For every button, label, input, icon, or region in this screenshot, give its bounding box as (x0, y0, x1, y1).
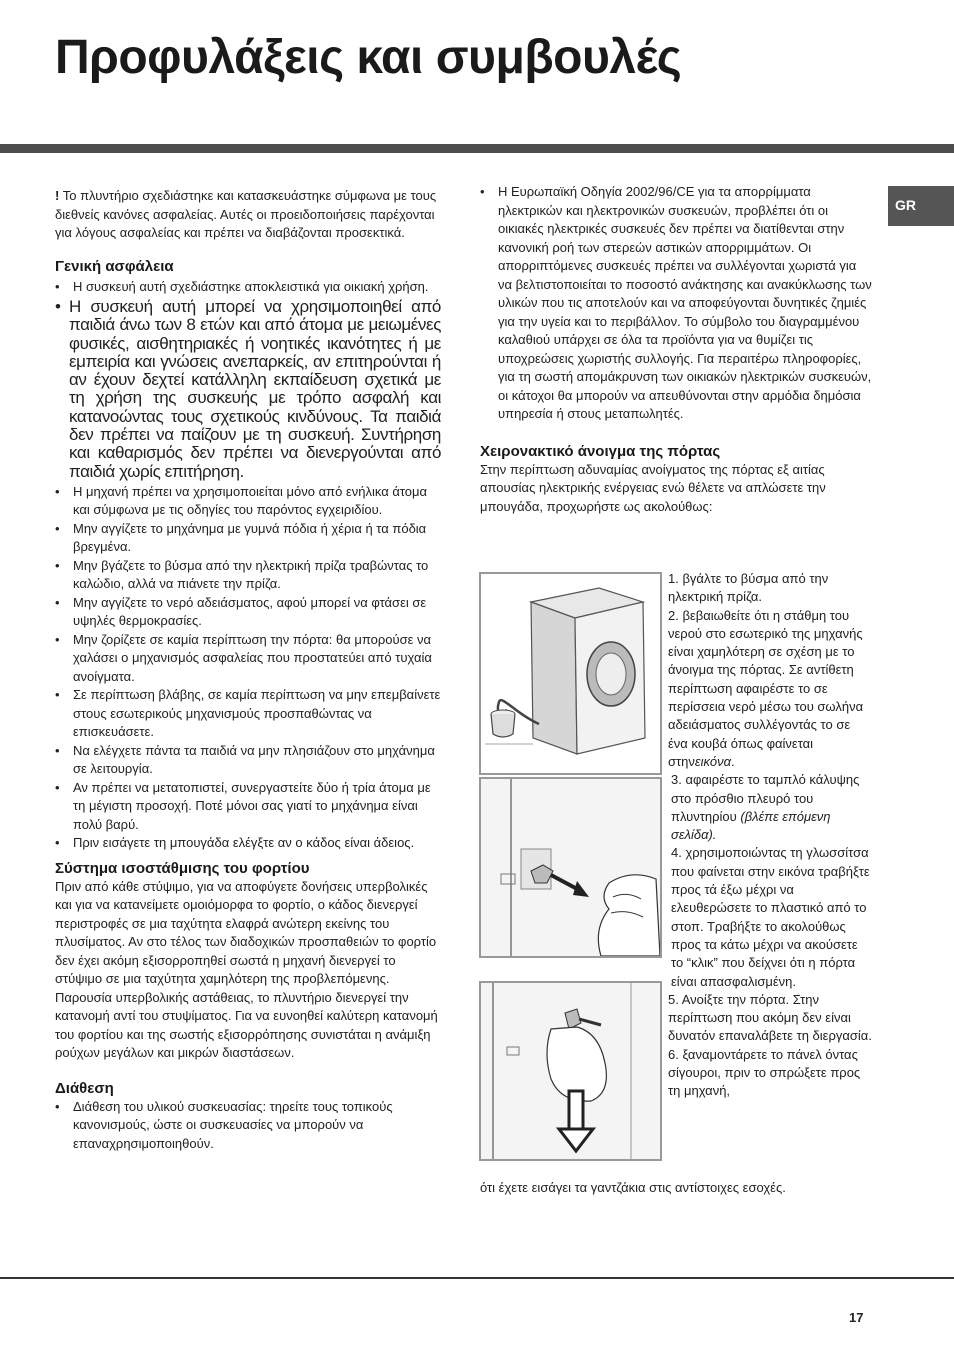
step-2-figure-ref: εικόνα (694, 753, 731, 769)
page-title: Προφυλάξεις και συμβουλές (55, 31, 682, 84)
list-item-children-warning (55, 298, 441, 481)
general-safety-list (55, 278, 441, 853)
header-divider (0, 144, 954, 153)
list-item-text: Πριν εισάγετε τη μπουγάδα ελέγξτε αν ο κάδος είναι άδειος. (73, 835, 415, 851)
list-item (55, 520, 441, 557)
step-1: 1. βγάλτε το βύσμα από την ηλεκτρική πρίζα. (668, 571, 829, 605)
warning-mark: ! (55, 188, 60, 203)
list-item-text: Η συσκευή αυτή μπορεί να χρησιμοποιηθεί από παιδιά άνω των 8 ετών και από άτομα με μειωμένες φυσικές, αισθητηριακές ή νοητικές ικανότητες ή με εμπειρία και γνώσεις ανεπαρκείς, αν επιτηρούνται ή αν έχουν δεχτεί κατάλληλη εκπαίδευση σχετικά με τη χρήση της συσκευής με τρόπο ασφαλή και κατανοώντας τους σχετικούς κινδύνους. Τα παιδιά δεν πρέπει να παίζουν με τη συσκευή. Συντήρηση και καθαρισμός δεν πρέπει να διενεργούνται από παιδιά χωρίς επιτήρηση. (69, 297, 441, 481)
intro-text: Το πλυντήριο σχεδιάστηκε και κατασκευάστηκε σύμφωνα με τους διεθνείς κανόνες ασφαλείας. Αυτές οι προειδοποιήσεις παρέχονται για λόγους ασφαλείας και πρέπει να διαβάζονται προσεκτικά. (55, 188, 437, 240)
step-3 (668, 771, 872, 844)
step-5: 5. Ανοίξτε την πόρτα. Στην περίπτωση που ακόμη δεν είναι δυνατόν επαναλάβετε τη διεργασία. (668, 991, 872, 1044)
bullet: • (55, 779, 60, 795)
figure-drain-hose (479, 572, 662, 775)
list-item (55, 631, 441, 687)
step-2 (668, 607, 872, 772)
pull-tab-downward-illustration (481, 983, 660, 1159)
figure-pull-down (479, 981, 662, 1161)
step-6-continuation: ότι έχετε εισάγει τα γαντζάκια στις αντίστοιχες εσοχές. (480, 1180, 786, 1195)
disposal-list-left (55, 1098, 441, 1154)
bullet: • (55, 742, 60, 758)
list-item (55, 483, 441, 520)
list-item-text: Η συσκευή αυτή σχεδιάστηκε αποκλειστικά για οικιακή χρήση. (73, 278, 429, 294)
step-3-text: 3. αφαιρέστε το ταμπλό κάλυψης στο πρόσθιο πλευρό του πλυντηρίου (671, 772, 860, 824)
bullet: • (55, 594, 60, 610)
manual-door-steps (668, 570, 872, 1101)
disposal-list-right (480, 183, 872, 424)
list-item-text: Μην αγγίζετε το νερό αδειάσματος, αφού μπορεί να φτάσει σε υψηλές θερμοκρασίες. (73, 594, 427, 629)
list-item (55, 779, 441, 835)
bullet: • (55, 687, 60, 703)
step-6: 6. ξαναμοντάρετε το πάνελ όντας σίγουροι, πριν το σπρώξετε προς τη μηχανή, (668, 1046, 861, 1099)
bullet: • (55, 835, 60, 851)
disposal-heading: Διάθεση (55, 1079, 114, 1097)
list-item-text: Διάθεση του υλικού συσκευασίας: τηρείτε τους τοπικούς κανονισμούς, ώστε οι συσκευασίες να μπορούν να επαναχρησιμοποιηθούν. (73, 1098, 393, 1151)
bullet: • (55, 1098, 60, 1114)
list-item-text: Η Ευρωπαϊκή Οδηγία 2002/96/CE για τα απορρίμματα ηλεκτρικών και ηλεκτρονικών συσκευών, προβλέπει ότι οι οικιακές ηλεκτρικές συσκευές δεν πρέπει να διατίθενται στην κανονική ροή των στερεών αστικών απορριμμάτων. Οι απορριπτόμενες συσκευές πρέπει να συλλέγονται χωριστά για να βελτιστοποιείται το ποσοστό ανάκτησης και ανακύκλωσης των υλικών που τις αποτελούν και να αποφεύγονται δυνητικές ζημιές για την υγεία και το περιβάλλον. Το σύμβολο του διαγραμμένου καλαθιού υπάρχει σε όλα τα προϊόντα για να θυμίζει τις υποχρεώσεις χωριστής συλλογής. Για περαιτέρω πληροφορίες, για τη σωστή απομάκρυνση των οικιακών ηλεκτρικών συσκευών, οι κάτοχοι θα μπορούν να απευθύνονται στην αρμόδια δημόσια υπηρεσία ή στους μεταπωλητές. (498, 184, 872, 421)
manual-door-intro: Στην περίπτωση αδυναμίας ανοίγματος της πόρτας εξ αιτίας απουσίας ηλεκτρικής ενέργειας ενώ θέλετε να απλώσετε την μπουγάδα, προχωρήστε ως ακολούθως: (480, 461, 826, 514)
bullet: • (55, 297, 61, 316)
balancing-paragraph: Πριν από κάθε στύψιμο, για να αποφύγετε δονήσεις υπερβολικές και για να κατανείμετε ομοιόμορφα το φορτίο, ο κάδος διενεργεί περιστροφές σε μια ταχύτητα ελαφρά ανώτερη εκείνης του πλυσίματος. Αν στο τέλος των διαδοχικών προσπαθειών το φορτίο δεν έχει ακόμη εξισορροπηθεί σωστά η μηχανή διενεργεί το στύψιμο σε μια ταχύτητα χαμηλότερη της προβλεπόμενης. Παρουσία υπερβολικής αστάθειας, το πλυντήριο διενεργεί την κατανομή αντί του στυψίματος. Για να ευνοηθεί καλύτερη κατανομή του φορτίου και της σωστής εξισορρόπησης συνιστάται η ανάμιξη ρούχων μεγάλων και μικρών διαστάσεων. (55, 878, 438, 1061)
step-2-text: 2. βεβαιωθείτε ότι η στάθμη του νερού στο εσωτερικό της μηχανής είναι χαμηλότερη σε σχέση με το άνοιγμα της πόρτας. Σε αντίθετη περίπτωση αφαιρέστε το σε περίσσεια νερό μέσω του σωλήνα αδειάσματος συλλέγοντάς το σε ένα κουβά όπως φαίνεται στην (668, 607, 864, 769)
list-item-text: Σε περίπτωση βλάβης, σε καμία περίπτωση να μην επεμβαίνετε στους εσωτερικούς μηχανισμούς προσπαθώντας να επισκευάσετε. (73, 687, 441, 740)
list-item-text: Να ελέγχετε πάντα τα παιδιά να μην πλησιάζουν στο μηχάνημα σε λειτουργία. (73, 742, 435, 777)
list-item (55, 686, 441, 742)
bullet: • (55, 278, 60, 294)
language-tab: GR (888, 186, 954, 226)
list-item-text: Η μηχανή πρέπει να χρησιμοποιείται μόνο από ενήλικα άτομα και σύμφωνα με τις οδηγίες του παρόντος εγχειριδίου. (73, 483, 428, 518)
list-item-text: Μην αγγίζετε το μηχάνημα με γυμνά πόδια ή χέρια ή τα πόδια βρεγμένα. (73, 520, 427, 555)
step-4: 4. χρησιμοποιώντας τη γλωσσίτσα που φαίνεται στην εικόνα τραβήξτε προς τά έξω μέχρι να ελευθερώσετε το πλαστικό από το στοπ. Τραβήξτε το ακολούθως προς τα κάτω μέχρι να ακούσετε το “κλικ” που δείχνει ότι η πόρτα είναι απασφαλισμένη. (671, 845, 870, 989)
step-2-end: . (730, 753, 735, 769)
bullet: • (55, 631, 60, 647)
list-item (480, 183, 872, 424)
list-item (55, 834, 441, 853)
list-item (55, 1098, 441, 1154)
general-safety-heading: Γενική ασφάλεια (55, 257, 174, 275)
list-item (55, 742, 441, 779)
list-item-text: Μην ζορίζετε σε καμία περίπτωση την πόρτα: θα μπορούσε να χαλάσει ο μηχανισμός ασφαλείας που προστατεύει από τυχαία ανοίγματα. (73, 631, 432, 684)
balancing-heading: Σύστημα ισοστάθμισης του φορτίου (55, 859, 310, 877)
intro-paragraph (55, 187, 441, 243)
bullet: • (480, 184, 485, 199)
list-item-text: Αν πρέπει να μετατοπιστεί, συνεργαστείτε δύο ή τρία άτομα με τη μέγιστη προσοχή. Ποτέ μόνοι σας γιατί το μηχάνημα είναι πολύ βαρύ. (73, 779, 431, 832)
list-item (55, 278, 441, 297)
list-item (55, 557, 441, 594)
footer-divider (0, 1277, 954, 1279)
list-item (55, 594, 441, 631)
pull-tab-outward-illustration (481, 779, 660, 956)
bullet: • (55, 520, 60, 536)
right-column (480, 183, 872, 516)
figure-pull-tab (479, 777, 662, 958)
manual-door-heading: Χειρονακτικό άνοιγμα της πόρτας (480, 442, 721, 460)
left-column (55, 187, 441, 1153)
bullet: • (55, 557, 60, 573)
bullet: • (55, 483, 60, 499)
list-item-text: Μην βγάζετε το βύσμα από την ηλεκτρική πρίζα τραβώντας το καλώδιο, αλλά να πιάνετε την πρίζα. (73, 557, 429, 592)
step-3-page-ref: (βλέπε επόμενη σελίδα). (671, 808, 831, 843)
page-number: 17 (849, 1310, 864, 1325)
washing-machine-drain-illustration (481, 574, 660, 773)
